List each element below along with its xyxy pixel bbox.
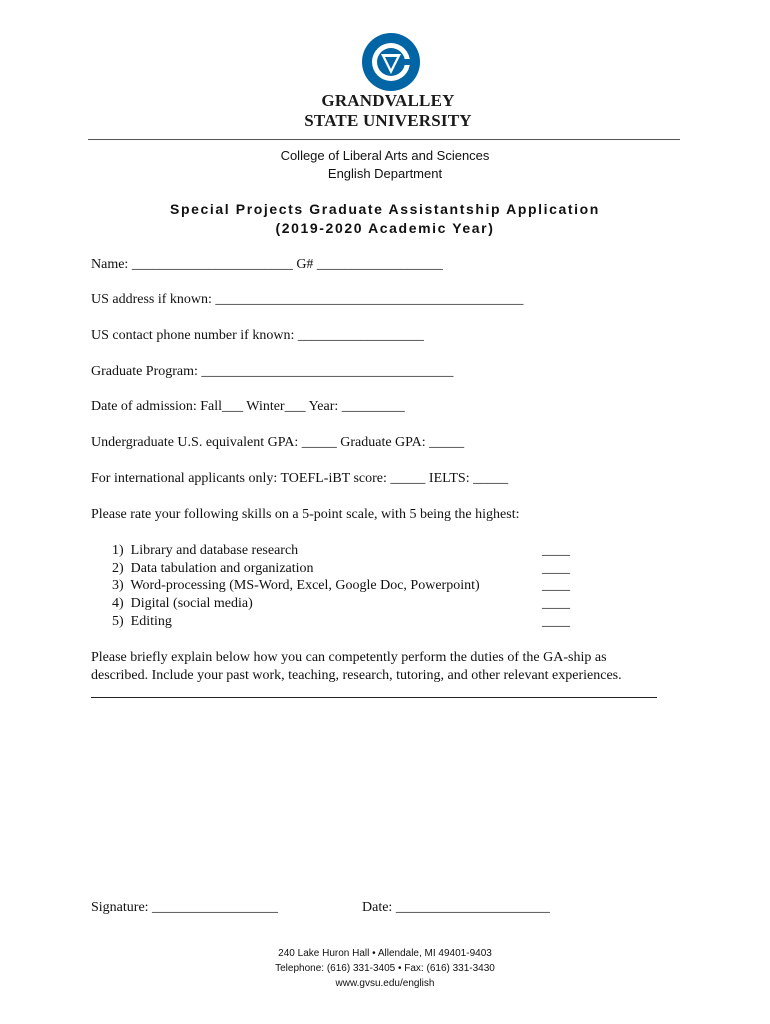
footer-phone: Telephone: (616) 331-3405 • Fax: (616) 331-3430 (275, 963, 495, 974)
footer-website[interactable]: www.gvsu.edu/english (335, 978, 435, 989)
form-title: Special Projects Graduate Assistantship Application (170, 201, 600, 217)
date-field[interactable]: Date: ______________________ (362, 900, 550, 915)
skill-label: Editing (130, 614, 172, 629)
form-subtitle: (2019-2020 Academic Year) (275, 220, 495, 236)
admission-date-field[interactable]: Date of admission: Fall___ Winter___ Year: _________ (91, 399, 405, 414)
phone-field[interactable]: US contact phone number if known: __________________ (91, 328, 424, 343)
department-name: English Department (327, 166, 443, 181)
college-name: College of Liberal Arts and Sciences (280, 148, 490, 163)
skill-number: 1) (112, 543, 124, 558)
program-field[interactable]: Graduate Program: ____________________________________ (91, 364, 454, 379)
gvsu-logo-icon (361, 32, 421, 92)
skill-number: 3) (112, 578, 124, 593)
skill-number: 2) (112, 561, 124, 576)
name-field[interactable]: Name: _______________________ G# __________________ (91, 257, 443, 272)
skill-item (112, 543, 298, 559)
wordmark-line2: STATE UNIVERSITY (304, 111, 472, 130)
gpa-field[interactable]: Undergraduate U.S. equivalent GPA: _____ Graduate GPA: _____ (91, 435, 465, 450)
address-field[interactable]: US address if known: ____________________________________________ (91, 292, 524, 307)
test-scores-field[interactable]: For international applicants only: TOEFL-iBT score: _____ IELTS: _____ (91, 471, 509, 486)
skill-rating-blank[interactable]: ____ (542, 578, 570, 593)
skill-item (112, 561, 314, 577)
skill-number: 5) (112, 614, 124, 629)
skill-rating-blank[interactable]: ____ (542, 543, 570, 558)
footer-address: 240 Lake Huron Hall • Allendale, MI 49401-9403 (278, 948, 492, 959)
skill-rating-blank[interactable]: ____ (542, 561, 570, 576)
skill-label: Data tabulation and organization (130, 561, 314, 576)
skill-label: Library and database research (130, 543, 299, 558)
skill-rating-blank[interactable]: ____ (542, 614, 570, 629)
explanation-prompt-line2: described. Include your past work, teaching, research, tutoring, and other relevant experiences. (91, 668, 622, 683)
skill-item (112, 614, 172, 630)
header-divider (88, 139, 680, 140)
skill-label: Word-processing (MS-Word, Excel, Google Doc, Powerpoint) (130, 578, 480, 593)
signature-field[interactable]: Signature: __________________ (91, 900, 279, 915)
skills-instructions: Please rate your following skills on a 5-point scale, with 5 being the highest: (91, 507, 520, 522)
university-wordmark (300, 91, 476, 131)
wordmark-line1: GRANDVALLEY (321, 91, 455, 110)
explanation-prompt-line1: Please briefly explain below how you can competently perform the duties of the GA-ship as (91, 650, 607, 665)
skill-rating-blank[interactable]: ____ (542, 596, 570, 611)
skill-item (112, 596, 253, 612)
skill-label: Digital (social media) (130, 596, 253, 611)
skill-item (112, 578, 480, 594)
skill-number: 4) (112, 596, 124, 611)
explanation-answer-line[interactable] (91, 697, 657, 698)
